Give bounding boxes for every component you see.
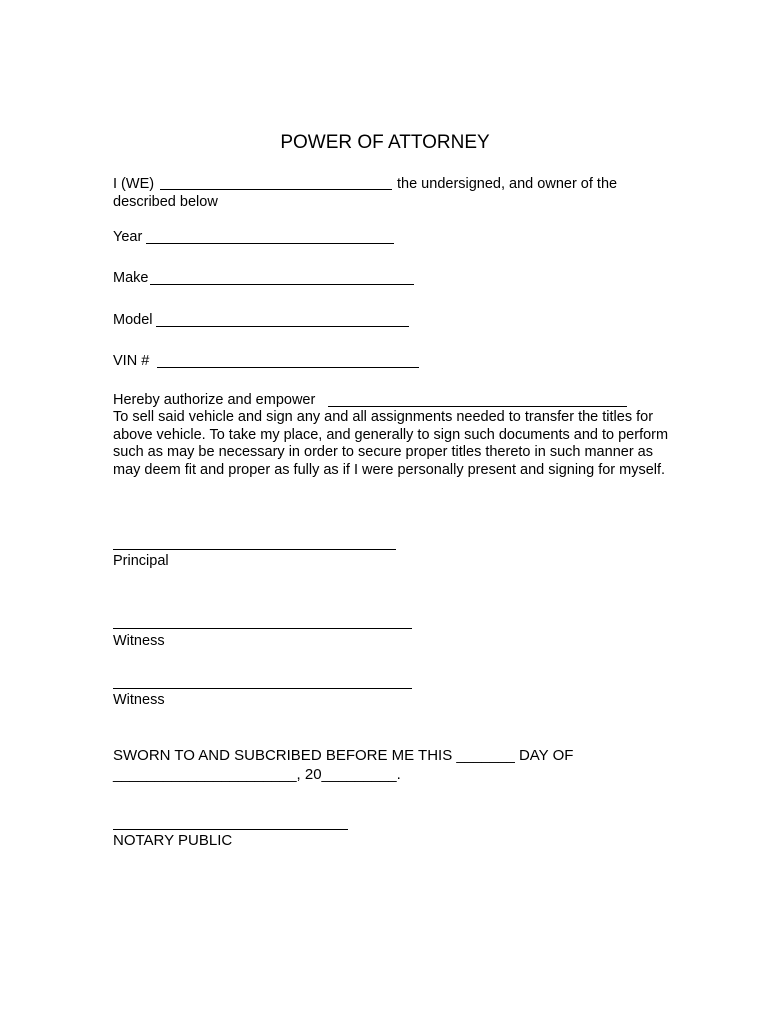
year-field-line[interactable] <box>146 243 394 244</box>
agent-name-line[interactable] <box>328 406 627 407</box>
principal-signature-line[interactable] <box>113 549 396 550</box>
owner-line2: described below <box>113 194 218 210</box>
authorize-label: Hereby authorize and empower <box>113 392 316 408</box>
model-label: Model <box>113 312 153 328</box>
vin-field-line[interactable] <box>157 367 419 368</box>
notary-public-label: NOTARY PUBLIC <box>113 832 233 849</box>
year-label: Year <box>113 229 143 245</box>
witness1-label: Witness <box>113 633 165 649</box>
witness1-signature-line[interactable] <box>113 628 412 629</box>
sworn-statement-line2: ______________________, 20_________. <box>113 766 401 783</box>
witness2-label: Witness <box>113 692 165 708</box>
notary-signature-line[interactable] <box>113 829 348 830</box>
make-field-line[interactable] <box>150 284 414 285</box>
owner-name-line[interactable] <box>160 189 392 190</box>
vin-label: VIN # <box>113 353 150 369</box>
document-title: POWER OF ATTORNEY <box>280 132 490 153</box>
authorization-text: To sell said vehicle and sign any and all assignments needed to transfer the titles for above vehicle. To take my place, and generally to sign such documents and to perform such as may be necessary in order to secure proper titles thereto in such manner as may deem fit and proper as fully as if I were personally present and signing for myself. <box>113 409 669 478</box>
make-label: Make <box>113 270 149 286</box>
principal-label: Principal <box>113 553 169 569</box>
sworn-statement-line1: SWORN TO AND SUBCRIBED BEFORE ME THIS _______ DAY OF <box>113 747 574 764</box>
owner-suffix: the undersigned, and owner of the <box>397 176 618 192</box>
witness2-signature-line[interactable] <box>113 688 412 689</box>
owner-prefix: I (WE) <box>113 176 155 192</box>
model-field-line[interactable] <box>156 326 409 327</box>
